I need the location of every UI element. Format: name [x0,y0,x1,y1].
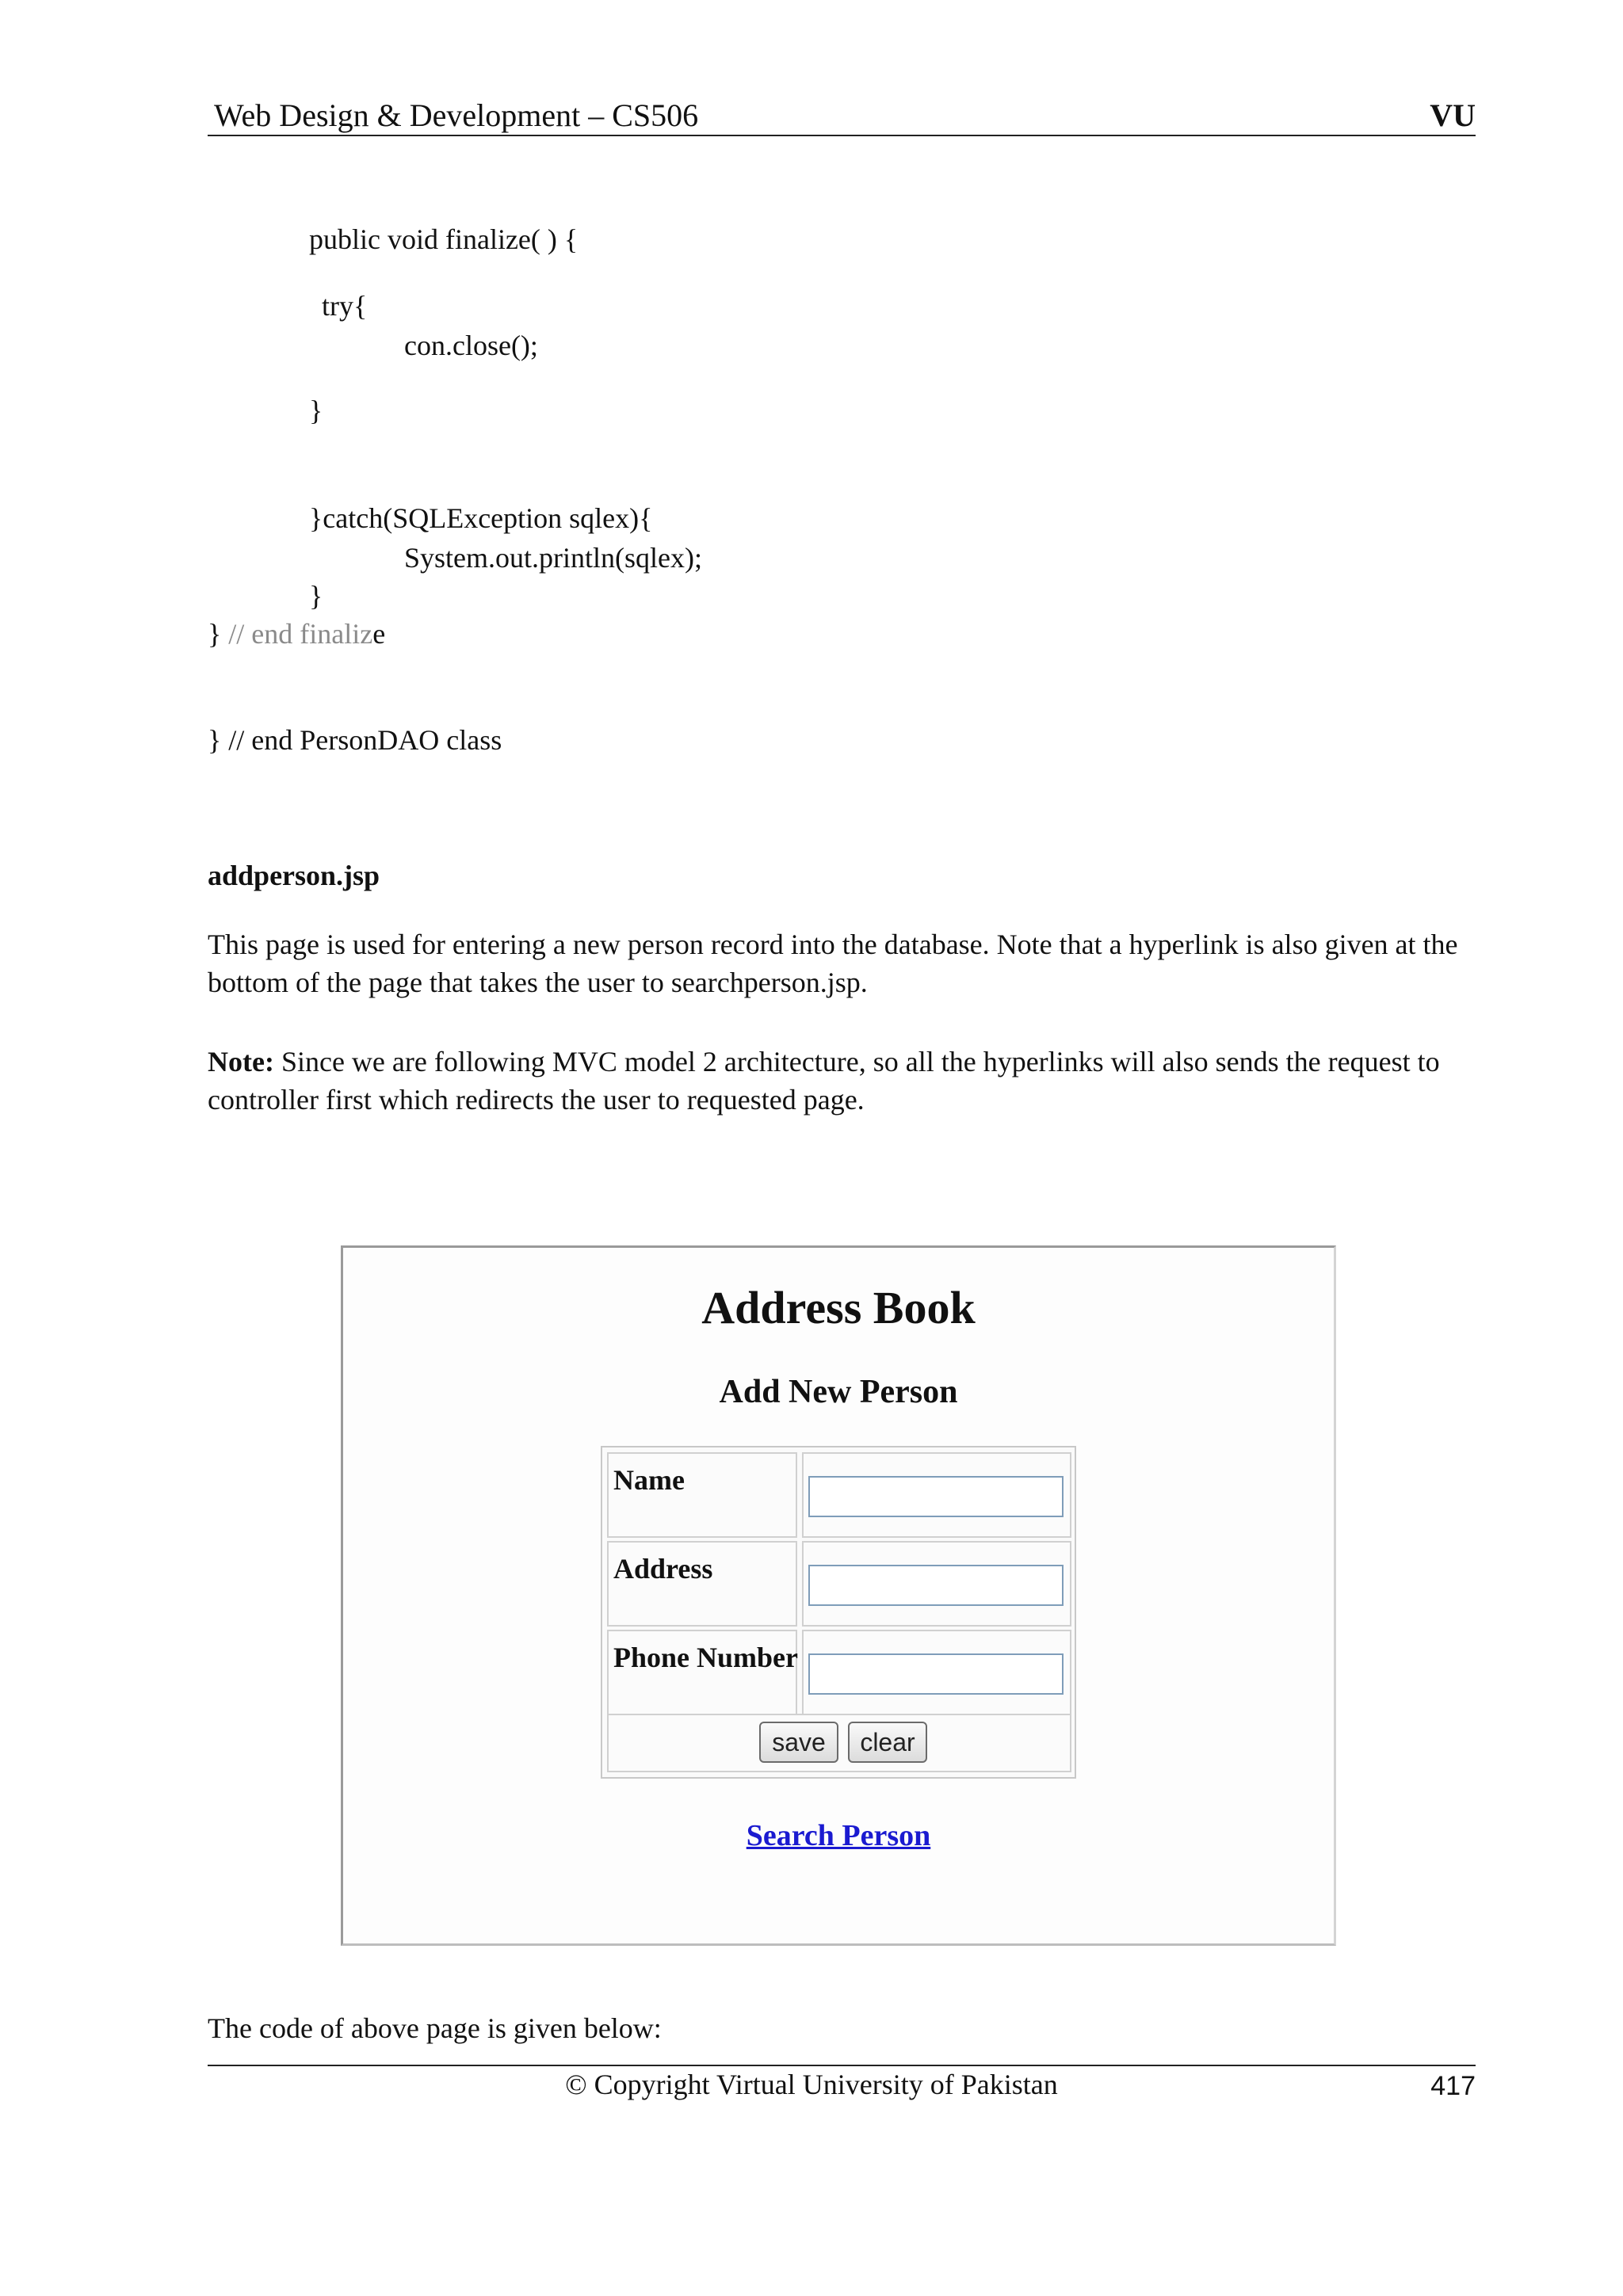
code-comment: // end finaliz [228,618,373,650]
button-row [607,1714,1071,1772]
phone-number-input[interactable] [808,1653,1064,1695]
add-new-person-heading: Add New Person [719,1374,958,1410]
search-person-link[interactable]: Search Person [746,1819,931,1852]
address-input-cell [802,1541,1071,1627]
note-paragraph [208,1043,1476,1119]
code-line-try: try{ [322,290,368,322]
address-label-cell [607,1541,797,1627]
code-line-end-class: } // end PersonDAO class [208,724,502,756]
page-number: 417 [1430,2071,1476,2101]
name-label-cell [607,1452,797,1538]
code-brace: } [208,618,229,650]
section-title: addperson.jsp [208,860,380,891]
name-label: Name [613,1464,685,1496]
name-input-cell [802,1452,1071,1538]
address-book-title: Address Book [701,1282,976,1333]
header-institution: VU [1430,97,1476,133]
phone-label-cell [607,1630,797,1715]
code-line-brace-2: } [309,580,323,612]
header-rule [208,135,1476,136]
save-button[interactable]: save [759,1722,838,1763]
note-label: Note: [208,1046,274,1077]
after-screenshot-text: The code of above page is given below: [208,2012,662,2044]
intro-paragraph: This page is used for entering a new person record into the database. Note that a hyperlink is also given at the bottom of the page that takes the user to searchperson.jsp. [208,929,1458,998]
code-line-end-finalize [208,620,385,648]
name-input[interactable] [808,1476,1064,1517]
person-form-table [601,1446,1076,1779]
code-line-close: con.close(); [404,330,538,361]
code-comment-tail: e [372,618,386,650]
address-input[interactable] [808,1565,1064,1606]
phone-input-cell [802,1630,1071,1715]
code-line-println: System.out.println(sqlex); [404,542,702,574]
code-line-brace: } [309,395,323,426]
header-course-title: Web Design & Development – CS506 [214,97,699,133]
address-book-screenshot [341,1245,1336,1946]
code-line-catch: }catch(SQLException sqlex){ [309,502,653,534]
footer-rule [208,2065,1476,2066]
note-text: Since we are following MVC model 2 architecture, so all the hyperlinks will also sends the request to controller first which redirects the user to requested page. [208,1046,1440,1116]
clear-button[interactable]: clear [848,1722,927,1763]
phone-number-label: Phone Number [613,1642,798,1673]
address-label: Address [613,1553,713,1585]
code-line-finalize: public void finalize( ) { [309,223,579,255]
footer-copyright: © Copyright Virtual University of Pakistan [565,2069,1058,2100]
